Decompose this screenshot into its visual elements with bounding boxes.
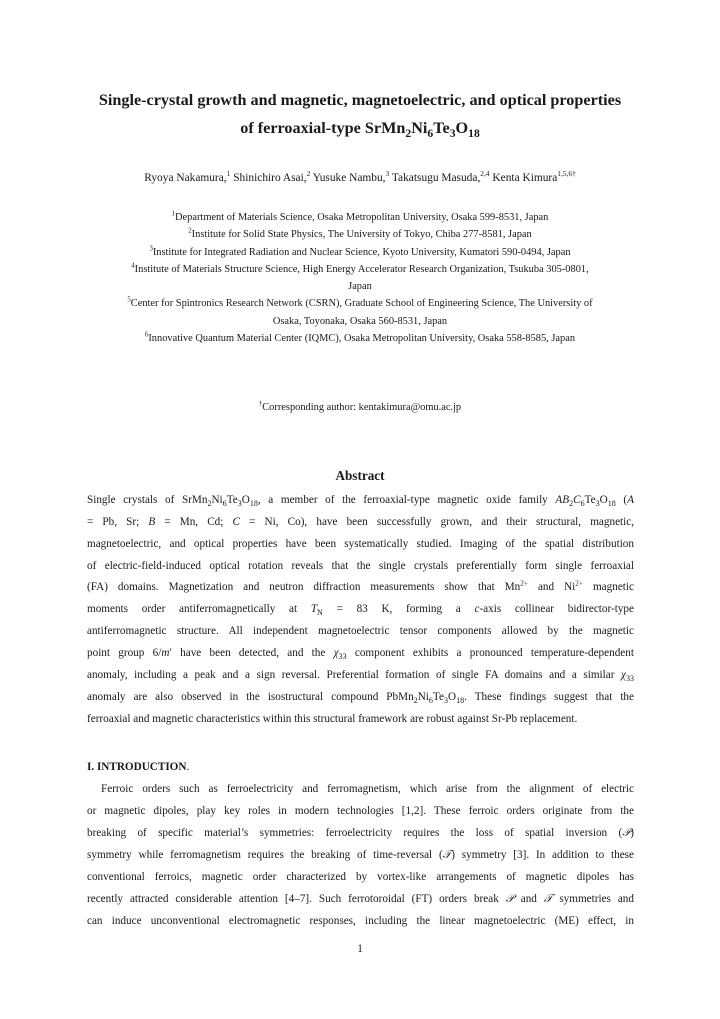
- author-list: [40, 170, 680, 186]
- abstract-line: ferroaxial and magnetic characteristics within this structural framework are robust against Sr-Pb replacement.: [87, 713, 578, 725]
- introduction-line: recently attracted considerable attention [4–7]. Such ferrotoroidal (FT) orders break 𝒫 and 𝒯 symmetries and: [87, 893, 634, 905]
- affiliation-list: [80, 209, 640, 347]
- affiliation: $^5$Center for Spintronics Research Network (CSRN), Graduate School of Engineering Science, The University of: [127, 297, 593, 310]
- author: Takatsugu Masuda,$^{2,4}$: [391, 169, 490, 184]
- abstract-line: Single crystals of $SrMn_2Ni_6Te_3O_{18}$, a member of the ferroaxial-type magnetic oxide family $AB_2C_6Te_3O_{18}$ (A: [87, 494, 634, 509]
- abstract-line: anomaly are also observed in the isostructural compound $PbMn_2Ni_6Te_3O_{18}$. These findings suggest that the: [87, 691, 634, 706]
- page-number: 1: [357, 943, 363, 955]
- affiliation: $^4$Institute of Materials Structure Science, High Energy Accelerator Research Organization, Tsukuba 305-0801,: [131, 262, 589, 275]
- introduction-line: breaking of specific material’s symmetries: ferroelectricity requires the loss of spatial inversion (𝒫): [87, 827, 634, 839]
- introduction-line: symmetry while ferromagnetism requires the breaking of time-reversal (𝒯) symmetry [3]. In addition to these: [87, 849, 634, 861]
- abstract-line: = Pb, Sr; B = Mn, Cd; C = Ni, Co), have been successfully grown, and their structural, magnetic,: [87, 516, 635, 528]
- abstract-line: antiferromagnetic structure. All independent magnetoelectric tensor components allowed by the magnetic: [87, 625, 634, 637]
- affiliation: $^6$Innovative Quantum Material Center (IQMC), Osaka Metropolitan University, Osaka 558-8585, Japan: [144, 331, 576, 345]
- section-heading-introduction: I. INTRODUCTION.: [87, 761, 190, 773]
- abstract-line: anomaly, including a peak and a sign reversal. Preferential formation of single FA domains and a similar $\chi_{33}$: [87, 669, 634, 684]
- introduction-line: or magnetic dipoles, play key roles in modern technologies [1,2]. These ferroic orders originate from the: [87, 805, 634, 817]
- title-line-1: Single-crystal growth and magnetic, magnetoelectric, and optical properties: [98, 91, 622, 109]
- affiliation: $^1$Department of Materials Science, Osaka Metropolitan University, Osaka 599-8531, Japan: [171, 210, 549, 223]
- paper-title: [60, 86, 660, 142]
- abstract-line: (FA) domains. Magnetization and neutron diffraction measurements show that $Mn^{2+}$ and $Ni^{2+}$ magnetic: [87, 579, 634, 593]
- introduction-line: Ferroic orders such as ferroelectricity and ferromagnetism, which arise from the alignment of electric: [101, 783, 634, 795]
- abstract-line: point group 6/m′ have been detected, and the $\chi_{33}$ component exhibits a pronounced temperature-dependent: [87, 647, 634, 662]
- title-line-2: of ferroaxial-type $SrMn_2Ni_6Te_3O_{18}$: [240, 119, 480, 141]
- affiliation: $^2$Institute for Solid State Physics, The University of Tokyo, Chiba 277-8581, Japan: [188, 227, 532, 241]
- introduction-line: conventional ferroics, magnetic order characterized by vortex-like arrangements of magnetic dipoles has: [87, 871, 634, 883]
- author: Kenta Kimura$^{1,5,6\dagger}$: [492, 169, 576, 184]
- corresponding-author: †Corresponding author: kentakimura@omu.ac.jp: [258, 400, 462, 413]
- abstract-line: moments order antiferromagnetically at $T_N = 83$ K, forming a c-axis collinear bidirector-type: [87, 603, 634, 618]
- abstract-line: magnetoelectric, and optical properties have been systematically studied. Imaging of the spatial distribution: [87, 538, 634, 550]
- author: Yusuke Nambu,$^3$: [312, 169, 390, 184]
- affiliation: $^3$Institute for Integrated Radiation and Nuclear Science, Kyoto University, Kumatori 590-0494, Japan: [149, 245, 571, 258]
- affiliation: Japan: [348, 281, 372, 293]
- abstract-line: of electric-field-induced optical rotation reveals that the single crystals preferentially form single ferroaxial: [87, 560, 634, 572]
- abstract-heading: Abstract: [335, 468, 385, 483]
- author: Shinichiro Asai,$^2$: [233, 169, 311, 184]
- affiliation: Osaka, Toyonaka, Osaka 560-8531, Japan: [272, 315, 448, 327]
- introduction-line: can induce unconventional electromagnetic responses, including the linear magnetoelectric (ME) effect, in: [87, 915, 634, 927]
- author: Ryoya Nakamura,$^1$: [144, 169, 231, 184]
